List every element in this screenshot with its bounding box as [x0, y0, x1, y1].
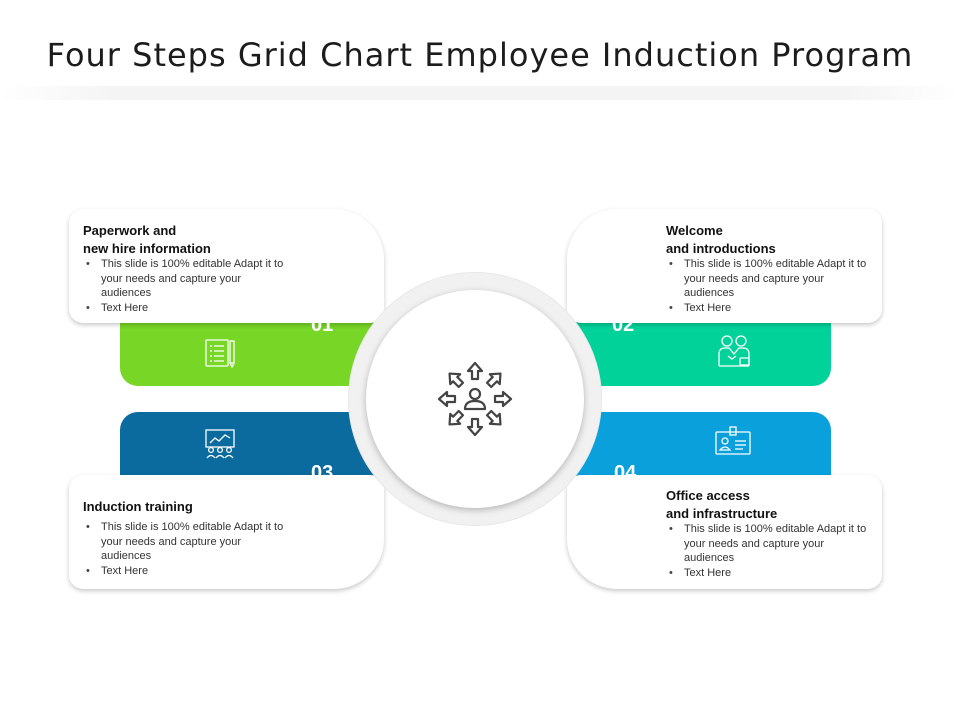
person-arrows-outward-icon — [435, 359, 515, 444]
list-item: • This slide is 100% editable Adapt it to your needs and capture your audiences — [667, 522, 872, 566]
step-1-number: 01 — [311, 314, 334, 336]
step-4-title: Office access and infrastructure — [666, 488, 778, 521]
page-title: Four Steps Grid Chart Employee Induction Program — [46, 36, 914, 74]
list-item: • This slide is 100% editable Adapt it to your needs and capture your audiences — [84, 257, 289, 301]
list-item: • Text Here — [84, 301, 289, 316]
title-divider — [0, 86, 960, 100]
step-4-number: 04 — [614, 462, 637, 484]
step-3-bullets — [84, 520, 289, 578]
list-item: • Text Here — [667, 566, 872, 581]
list-item: • This slide is 100% editable Adapt it to your needs and capture your audiences — [84, 520, 289, 564]
handshake-people-icon — [716, 333, 752, 374]
document-list-icon — [204, 337, 238, 374]
list-item: • This slide is 100% editable Adapt it to your needs and capture your audiences — [667, 257, 872, 301]
list-item: • Text Here — [84, 564, 289, 579]
step-3-number: 03 — [311, 462, 334, 484]
list-item: • Text Here — [667, 301, 872, 316]
presentation-training-icon — [203, 428, 237, 465]
id-badge-icon — [714, 425, 752, 462]
step-1-bullets — [84, 257, 289, 315]
step-4-bullets — [667, 522, 872, 580]
step-3-title: Induction training — [83, 499, 193, 514]
step-2-bullets — [667, 257, 872, 315]
step-2-title: Welcome and introductions — [666, 223, 776, 256]
step-1-title: Paperwork and new hire information — [83, 223, 211, 256]
step-2-number: 02 — [612, 314, 635, 336]
